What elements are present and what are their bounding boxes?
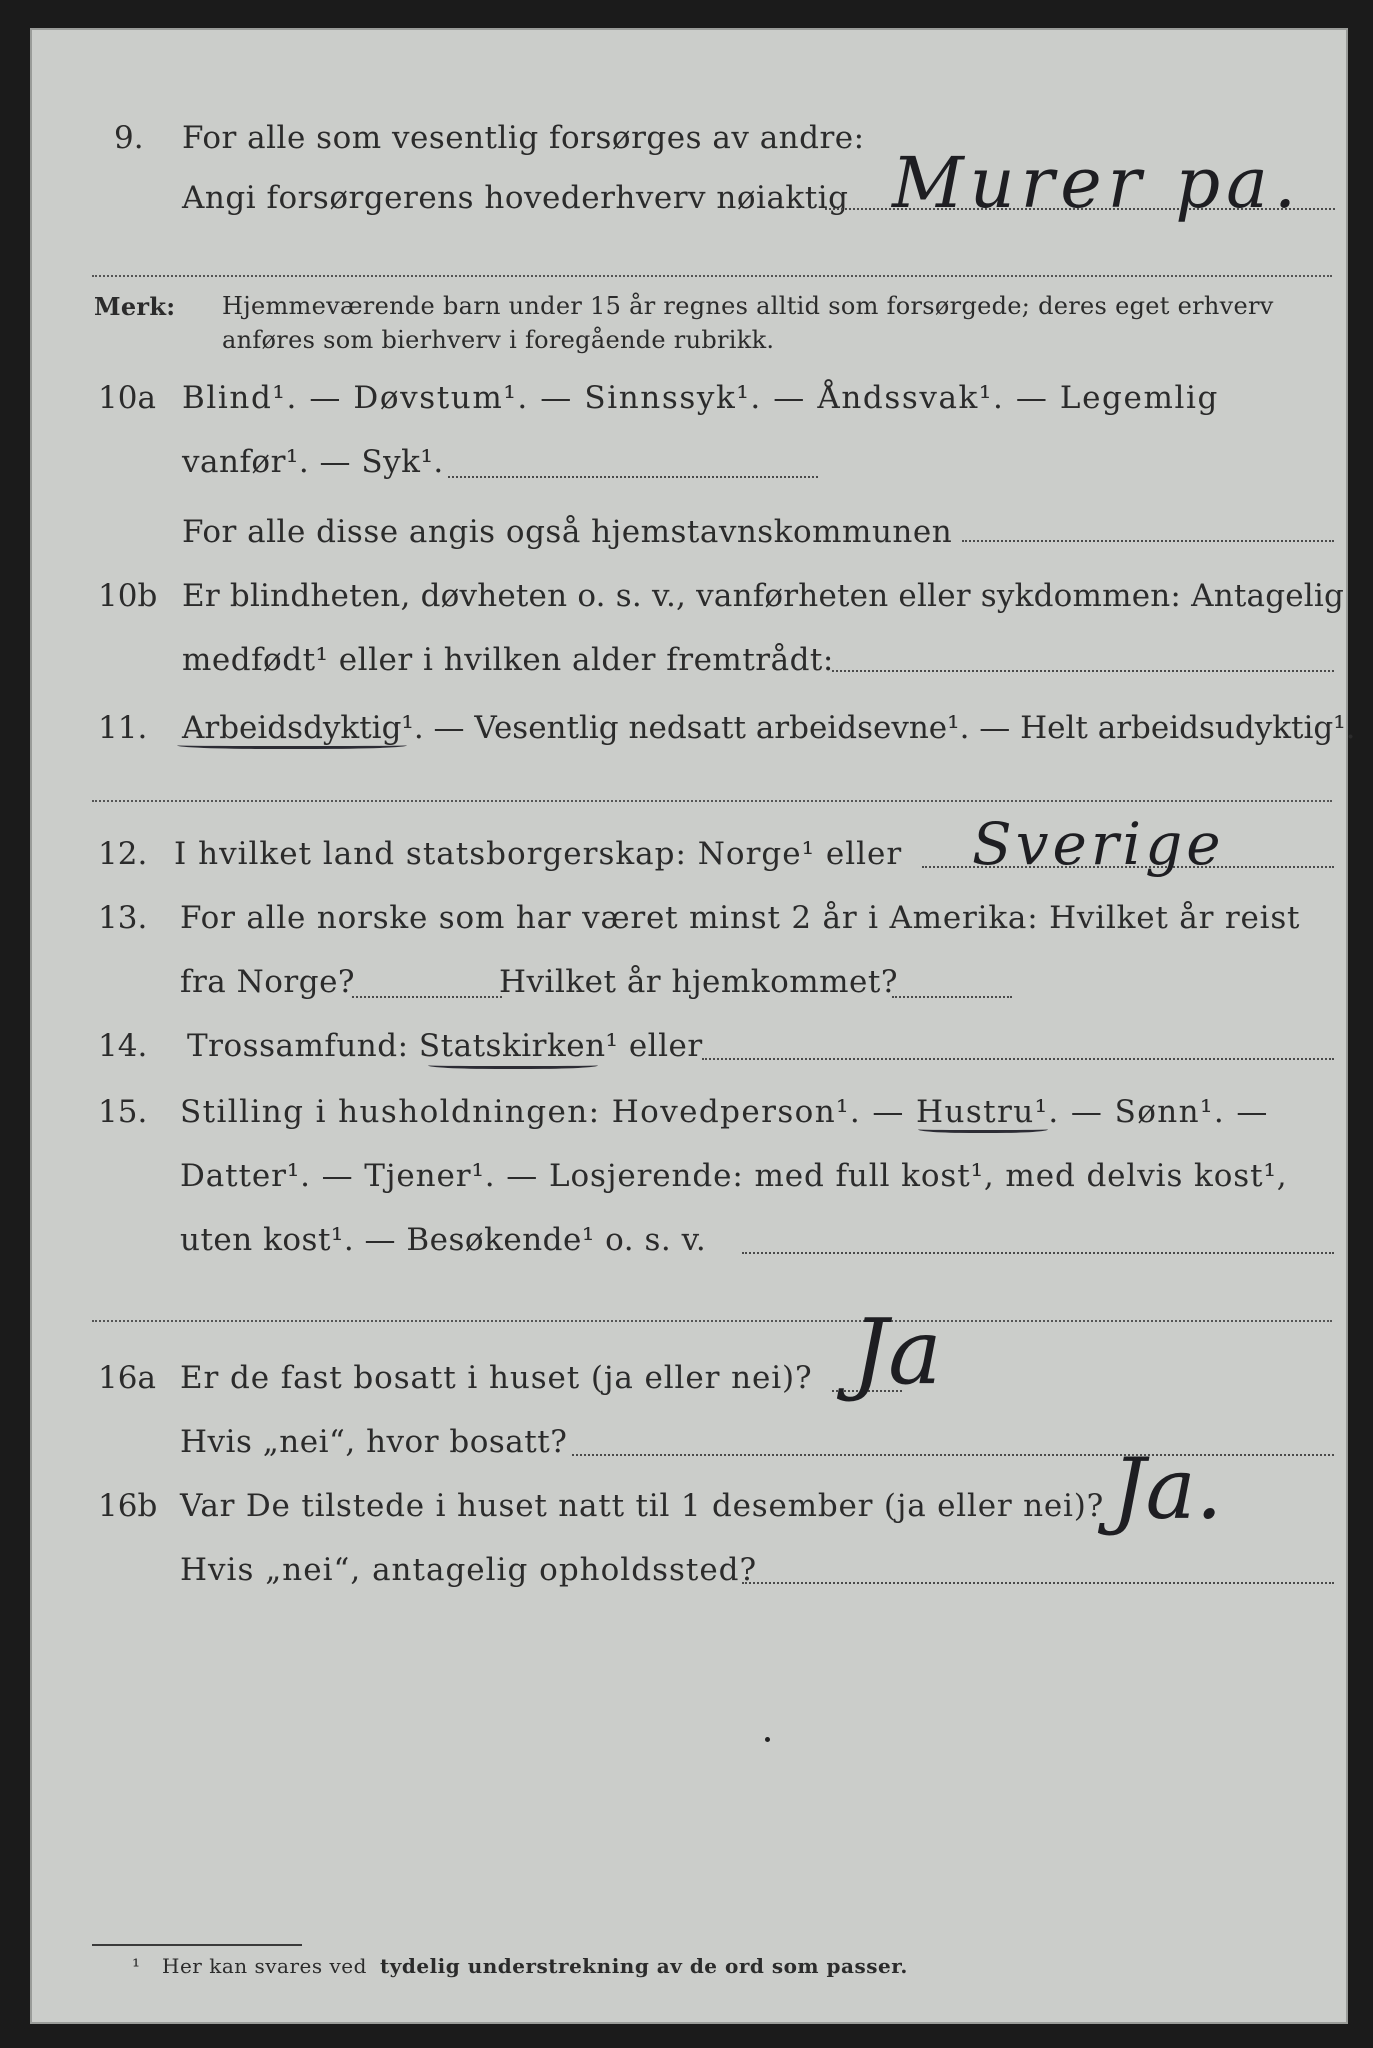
divider xyxy=(92,1320,1332,1322)
q11-number: 11. xyxy=(98,710,148,746)
divider xyxy=(92,275,1332,277)
q10b-number: 10b xyxy=(98,578,158,614)
q13-line2b: Hvilket år hjemkommet? xyxy=(499,964,898,1000)
q16b-handwritten-answer: Ja. xyxy=(1112,1440,1223,1538)
merk-line1: Hjemmeværende barn under 15 år regnes alltid som forsørgede; deres eget erhverv xyxy=(222,292,1274,320)
q14-number: 14. xyxy=(98,1028,148,1064)
q16a-line2: Hvis „nei“, hvor bosatt? xyxy=(180,1424,568,1460)
q14-line1: Trossamfund: Statskirken¹ eller xyxy=(187,1028,703,1064)
q12-handwritten-answer: Sverige xyxy=(972,810,1225,878)
q10a-line2: vanfør¹. — Syk¹. xyxy=(182,444,444,480)
divider xyxy=(92,800,1332,802)
underline-statskirken xyxy=(428,1060,598,1069)
footnote-text-bold: tydelig understrekning av de ord som passer. xyxy=(380,1954,908,1978)
q16a-handwritten-answer: Ja xyxy=(852,1300,942,1405)
footnote-text-plain: Her kan svares ved xyxy=(162,1954,367,1978)
q10a-number: 10a xyxy=(98,380,156,416)
q15-line3: uten kost¹. — Besøkende¹ o. s. v. xyxy=(180,1222,707,1258)
q10a-line1: Blind¹. — Døvstum¹. — Sinnssyk¹. — Åndssvak¹. — Legemlig xyxy=(182,380,1219,416)
underline-hustru xyxy=(918,1124,1048,1133)
q16a-line1: Er de fast bosatt i huset (ja eller nei)? xyxy=(180,1360,813,1396)
q10b-line2: medfødt¹ eller i hvilken alder fremtrådt: xyxy=(182,642,834,678)
q15-answer-line xyxy=(742,1252,1334,1254)
q16b-opholdssted-line xyxy=(742,1582,1334,1584)
q13-reist-line xyxy=(352,996,502,998)
q10b-answer-line xyxy=(832,670,1334,672)
footnote-rule xyxy=(92,1944,302,1946)
q9-line2: Angi forsørgerens hovederhverv nøiaktig xyxy=(182,180,849,216)
q9-handwritten-answer: Murer pa. xyxy=(892,142,1303,224)
q16a-number: 16a xyxy=(98,1360,156,1396)
q16b-line1: Var De tilstede i huset natt til 1 desember (ja eller nei)? xyxy=(180,1488,1105,1524)
q10a-syk-line xyxy=(448,476,818,478)
q14-answer-line xyxy=(702,1058,1334,1060)
q10b-line1: Er blindheten, døvheten o. s. v., vanførheten eller sykdommen: Antagelig xyxy=(182,578,1345,614)
q11-line1: Arbeidsdyktig¹. — Vesentlig nedsatt arbeidsevne¹. — Helt arbeidsudyktig¹. xyxy=(182,710,1356,746)
q12-line1: I hvilket land statsborgerskap: Norge¹ eller xyxy=(174,836,903,872)
underline-arbeidsdyktig xyxy=(177,740,407,749)
q12-number: 12. xyxy=(98,836,148,872)
q9-number: 9. xyxy=(114,120,144,156)
q13-hjemkommet-line xyxy=(892,996,1012,998)
ink-speck xyxy=(765,1737,770,1742)
q16b-line2: Hvis „nei“, antagelig opholdssted? xyxy=(180,1552,758,1588)
q15-line2: Datter¹. — Tjener¹. — Losjerende: med full kost¹, med delvis kost¹, xyxy=(180,1158,1288,1194)
footnote-mark: ¹ xyxy=(132,1954,141,1978)
q9-line1: For alle som vesentlig forsørges av andre: xyxy=(182,120,865,156)
q10a-line3: For alle disse angis også hjemstavnskommunen xyxy=(182,514,953,550)
q13-line2a: fra Norge? xyxy=(180,964,356,1000)
q13-number: 13. xyxy=(98,900,148,936)
q13-line1: For alle norske som har været minst 2 år i Amerika: Hvilket år reist xyxy=(180,900,1301,936)
census-form-page xyxy=(30,28,1356,2024)
merk-label: Merk: xyxy=(94,292,176,321)
q15-number: 15. xyxy=(98,1094,148,1130)
q16b-number: 16b xyxy=(98,1488,158,1524)
merk-line2: anføres som bierhverv i foregående rubrikk. xyxy=(222,326,775,354)
q15-line1: Stilling i husholdningen: Hovedperson¹. — Hustru¹. — Sønn¹. — xyxy=(180,1094,1269,1130)
q10a-kommune-line xyxy=(962,540,1334,542)
